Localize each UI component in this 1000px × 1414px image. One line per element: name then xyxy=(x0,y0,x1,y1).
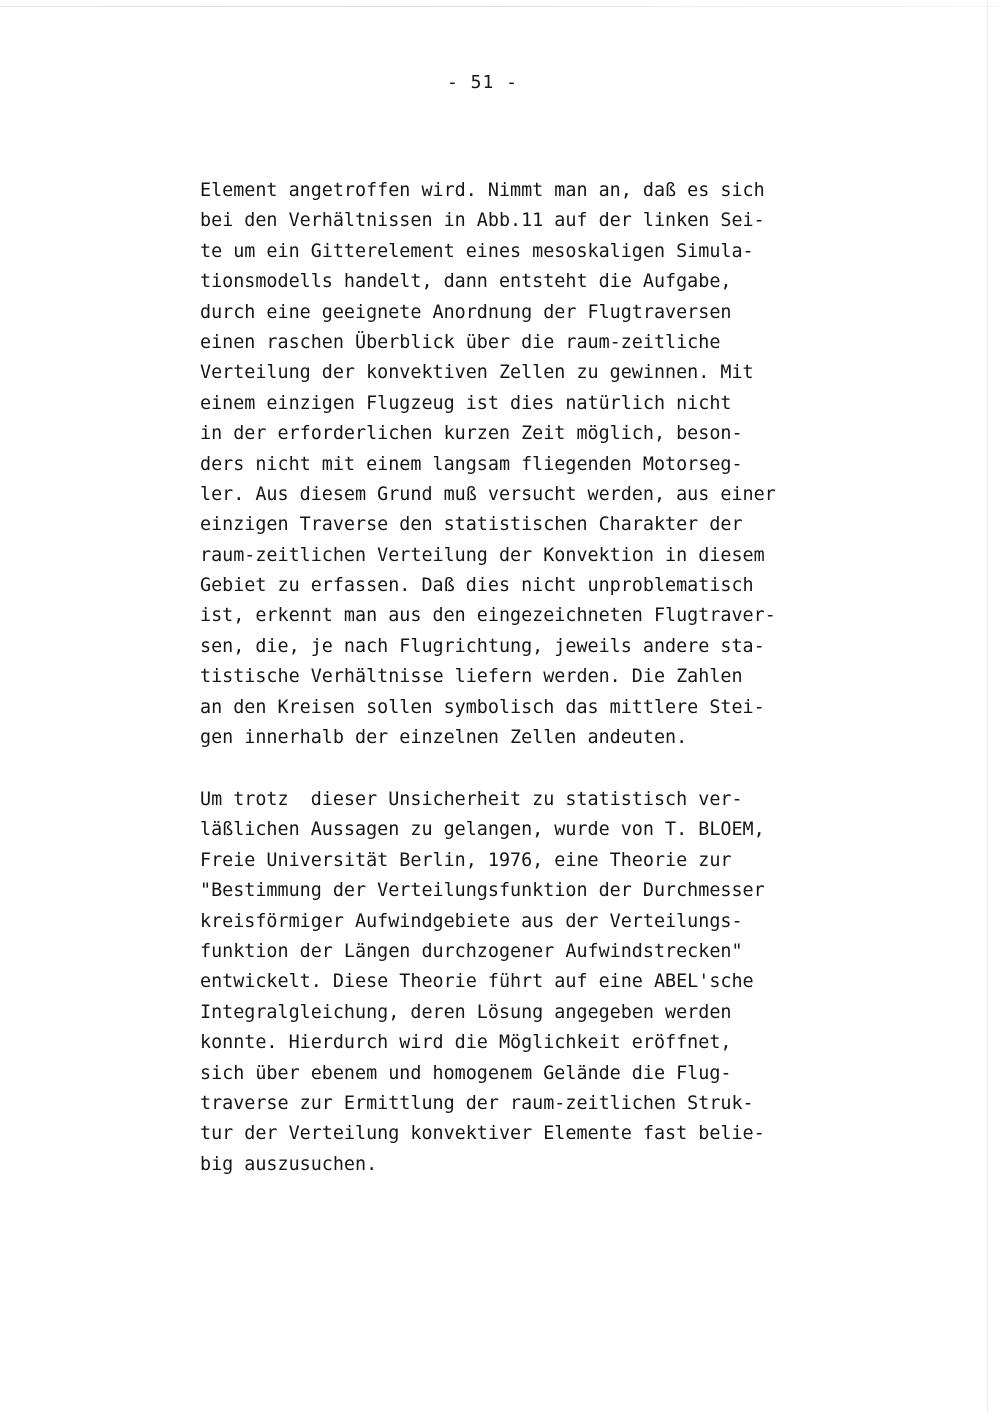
text-line: te um ein Gitterelement eines mesoskaligen Simula- xyxy=(200,240,754,262)
text-line: Verteilung der konvektiven Zellen zu gewinnen. Mit xyxy=(200,362,754,384)
text-line: "Bestimmung der Verteilungsfunktion der Durchmesser xyxy=(200,880,765,902)
paragraph-1 xyxy=(200,176,776,753)
text-line: sen, die, je nach Flugrichtung, jeweils andere sta- xyxy=(200,635,765,657)
text-line: an den Kreisen sollen symbolisch das mittlere Stei- xyxy=(200,696,765,718)
scan-edge-top xyxy=(0,6,1000,7)
page-number: - 51 - xyxy=(447,72,519,93)
text-line: Freie Universität Berlin, 1976, eine Theorie zur xyxy=(200,849,732,871)
text-line: entwickelt. Diese Theorie führt auf eine ABEL'sche xyxy=(200,971,754,993)
text-line: in der erforderlichen kurzen Zeit möglich, beson- xyxy=(200,423,743,445)
text-line: ler. Aus diesem Grund muß versucht werden, aus einer xyxy=(200,483,776,505)
text-line: tistische Verhältnisse liefern werden. Die Zahlen xyxy=(200,666,743,688)
text-line: funktion der Längen durchzogener Aufwindstrecken" xyxy=(200,940,743,962)
text-line: gen innerhalb der einzelnen Zellen andeuten. xyxy=(200,727,688,749)
text-line: ist, erkennt man aus den eingezeichneten Flugtraver- xyxy=(200,605,776,627)
text-line: Integralgleichung, deren Lösung angegeben werden xyxy=(200,1001,732,1023)
text-line: einen raschen Überblick über die raum-zeitliche xyxy=(200,331,721,353)
text-line: tionsmodells handelt, dann entsteht die Aufgabe, xyxy=(200,271,732,293)
text-line: einem einzigen Flugzeug ist dies natürlich nicht xyxy=(200,392,732,414)
text-line: durch eine geeignete Anordnung der Flugtraversen xyxy=(200,301,732,323)
text-line: bei den Verhältnissen in Abb.11 auf der linken Sei- xyxy=(200,210,765,232)
text-line: raum-zeitlichen Verteilung der Konvektion in diesem xyxy=(200,544,765,566)
text-line: Um trotz dieser Unsicherheit zu statistisch ver- xyxy=(200,789,743,810)
text-line: big auszusuchen. xyxy=(200,1153,378,1175)
text-line: sich über ebenem und homogenem Gelände die Flug- xyxy=(200,1062,732,1084)
text-line: traverse zur Ermittlung der raum-zeitlichen Struk- xyxy=(200,1092,754,1114)
scan-edge-right xyxy=(987,0,988,1414)
text-line: ders nicht mit einem langsam fliegenden Motorseg- xyxy=(200,453,743,475)
text-line: kreisförmiger Aufwindgebiete aus der Verteilungs- xyxy=(200,910,743,932)
text-line: einzigen Traverse den statistischen Charakter der xyxy=(200,514,743,536)
text-line: Gebiet zu erfassen. Daß dies nicht unproblematisch xyxy=(200,575,754,597)
text-line: tur der Verteilung konvektiver Elemente fast belie- xyxy=(200,1123,765,1145)
paragraph-2 xyxy=(200,785,765,1180)
text-line: Element angetroffen wird. Nimmt man an, daß es sich xyxy=(200,180,765,201)
text-line: läßlichen Aussagen zu gelangen, wurde von T. BLOEM, xyxy=(200,819,765,841)
text-line: konnte. Hierdurch wird die Möglichkeit eröffnet, xyxy=(200,1032,732,1054)
